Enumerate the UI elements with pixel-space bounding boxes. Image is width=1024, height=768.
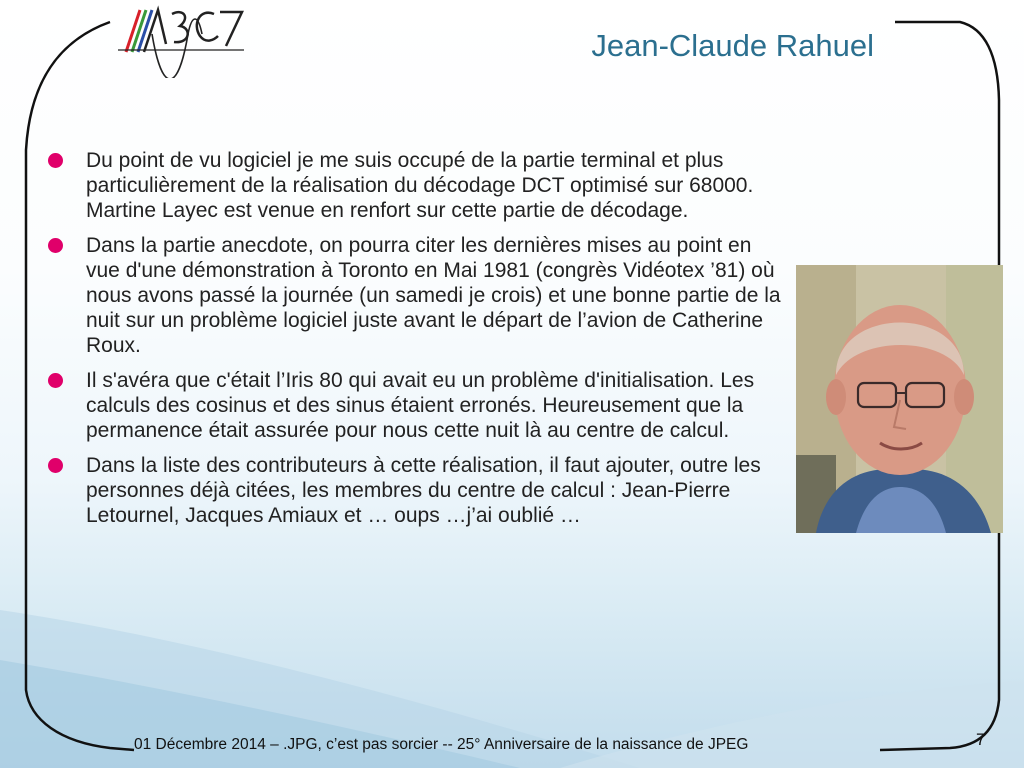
portrait-photo [796, 265, 1003, 533]
bullet-item [48, 453, 788, 528]
bullet-icon [48, 238, 63, 253]
bullet-item [48, 148, 788, 223]
page-number: 7 [976, 730, 986, 749]
bullet-icon [48, 458, 63, 473]
bullet-text: Il s'avéra que c'était l’Iris 80 qui avait eu un problème d'initialisation. Les calculs des cosinus et des sinus étaient erronés. Heureusement que la permanence était assurée pour nous cette nuit là au centre de calcul. [86, 369, 755, 442]
bullet-item [48, 233, 788, 358]
bullet-text: Dans la liste des contributeurs à cette réalisation, il faut ajouter, outre les personnes déjà citées, les membres du centre de calcul : Jean-Pierre Letournel, Jacques Amiaux et … oups …j’ai oublié … [86, 454, 761, 527]
footer-text: 01 Décembre 2014 – .JPG, c’est pas sorcier -- 25° Anniversaire de la naissance de JPEG [134, 736, 749, 753]
slide-title: Jean-Claude Rahuel [591, 28, 874, 63]
bullet-icon [48, 373, 63, 388]
bullet-text: Du point de vu logiciel je me suis occupé de la partie terminal et plus particulièrement de la réalisation du décodage DCT optimisé sur 68000. Martine Layec est venue en renfort sur cette partie de décodage. [86, 149, 754, 222]
bullet-icon [48, 153, 63, 168]
bullet-list [48, 148, 788, 538]
bullet-text: Dans la partie anecdote, on pourra citer les dernières mises au point en vue d'une démonstration à Toronto en Mai 1981 (congrès Vidéotex ’81) où nous avons passé la journée (un samedi je crois) et une bonne partie de la nuit sur un problème logiciel juste avant le départ de l’avion de Catherine Roux. [86, 234, 781, 357]
bullet-item [48, 368, 788, 443]
a3c7-logo [118, 4, 248, 78]
